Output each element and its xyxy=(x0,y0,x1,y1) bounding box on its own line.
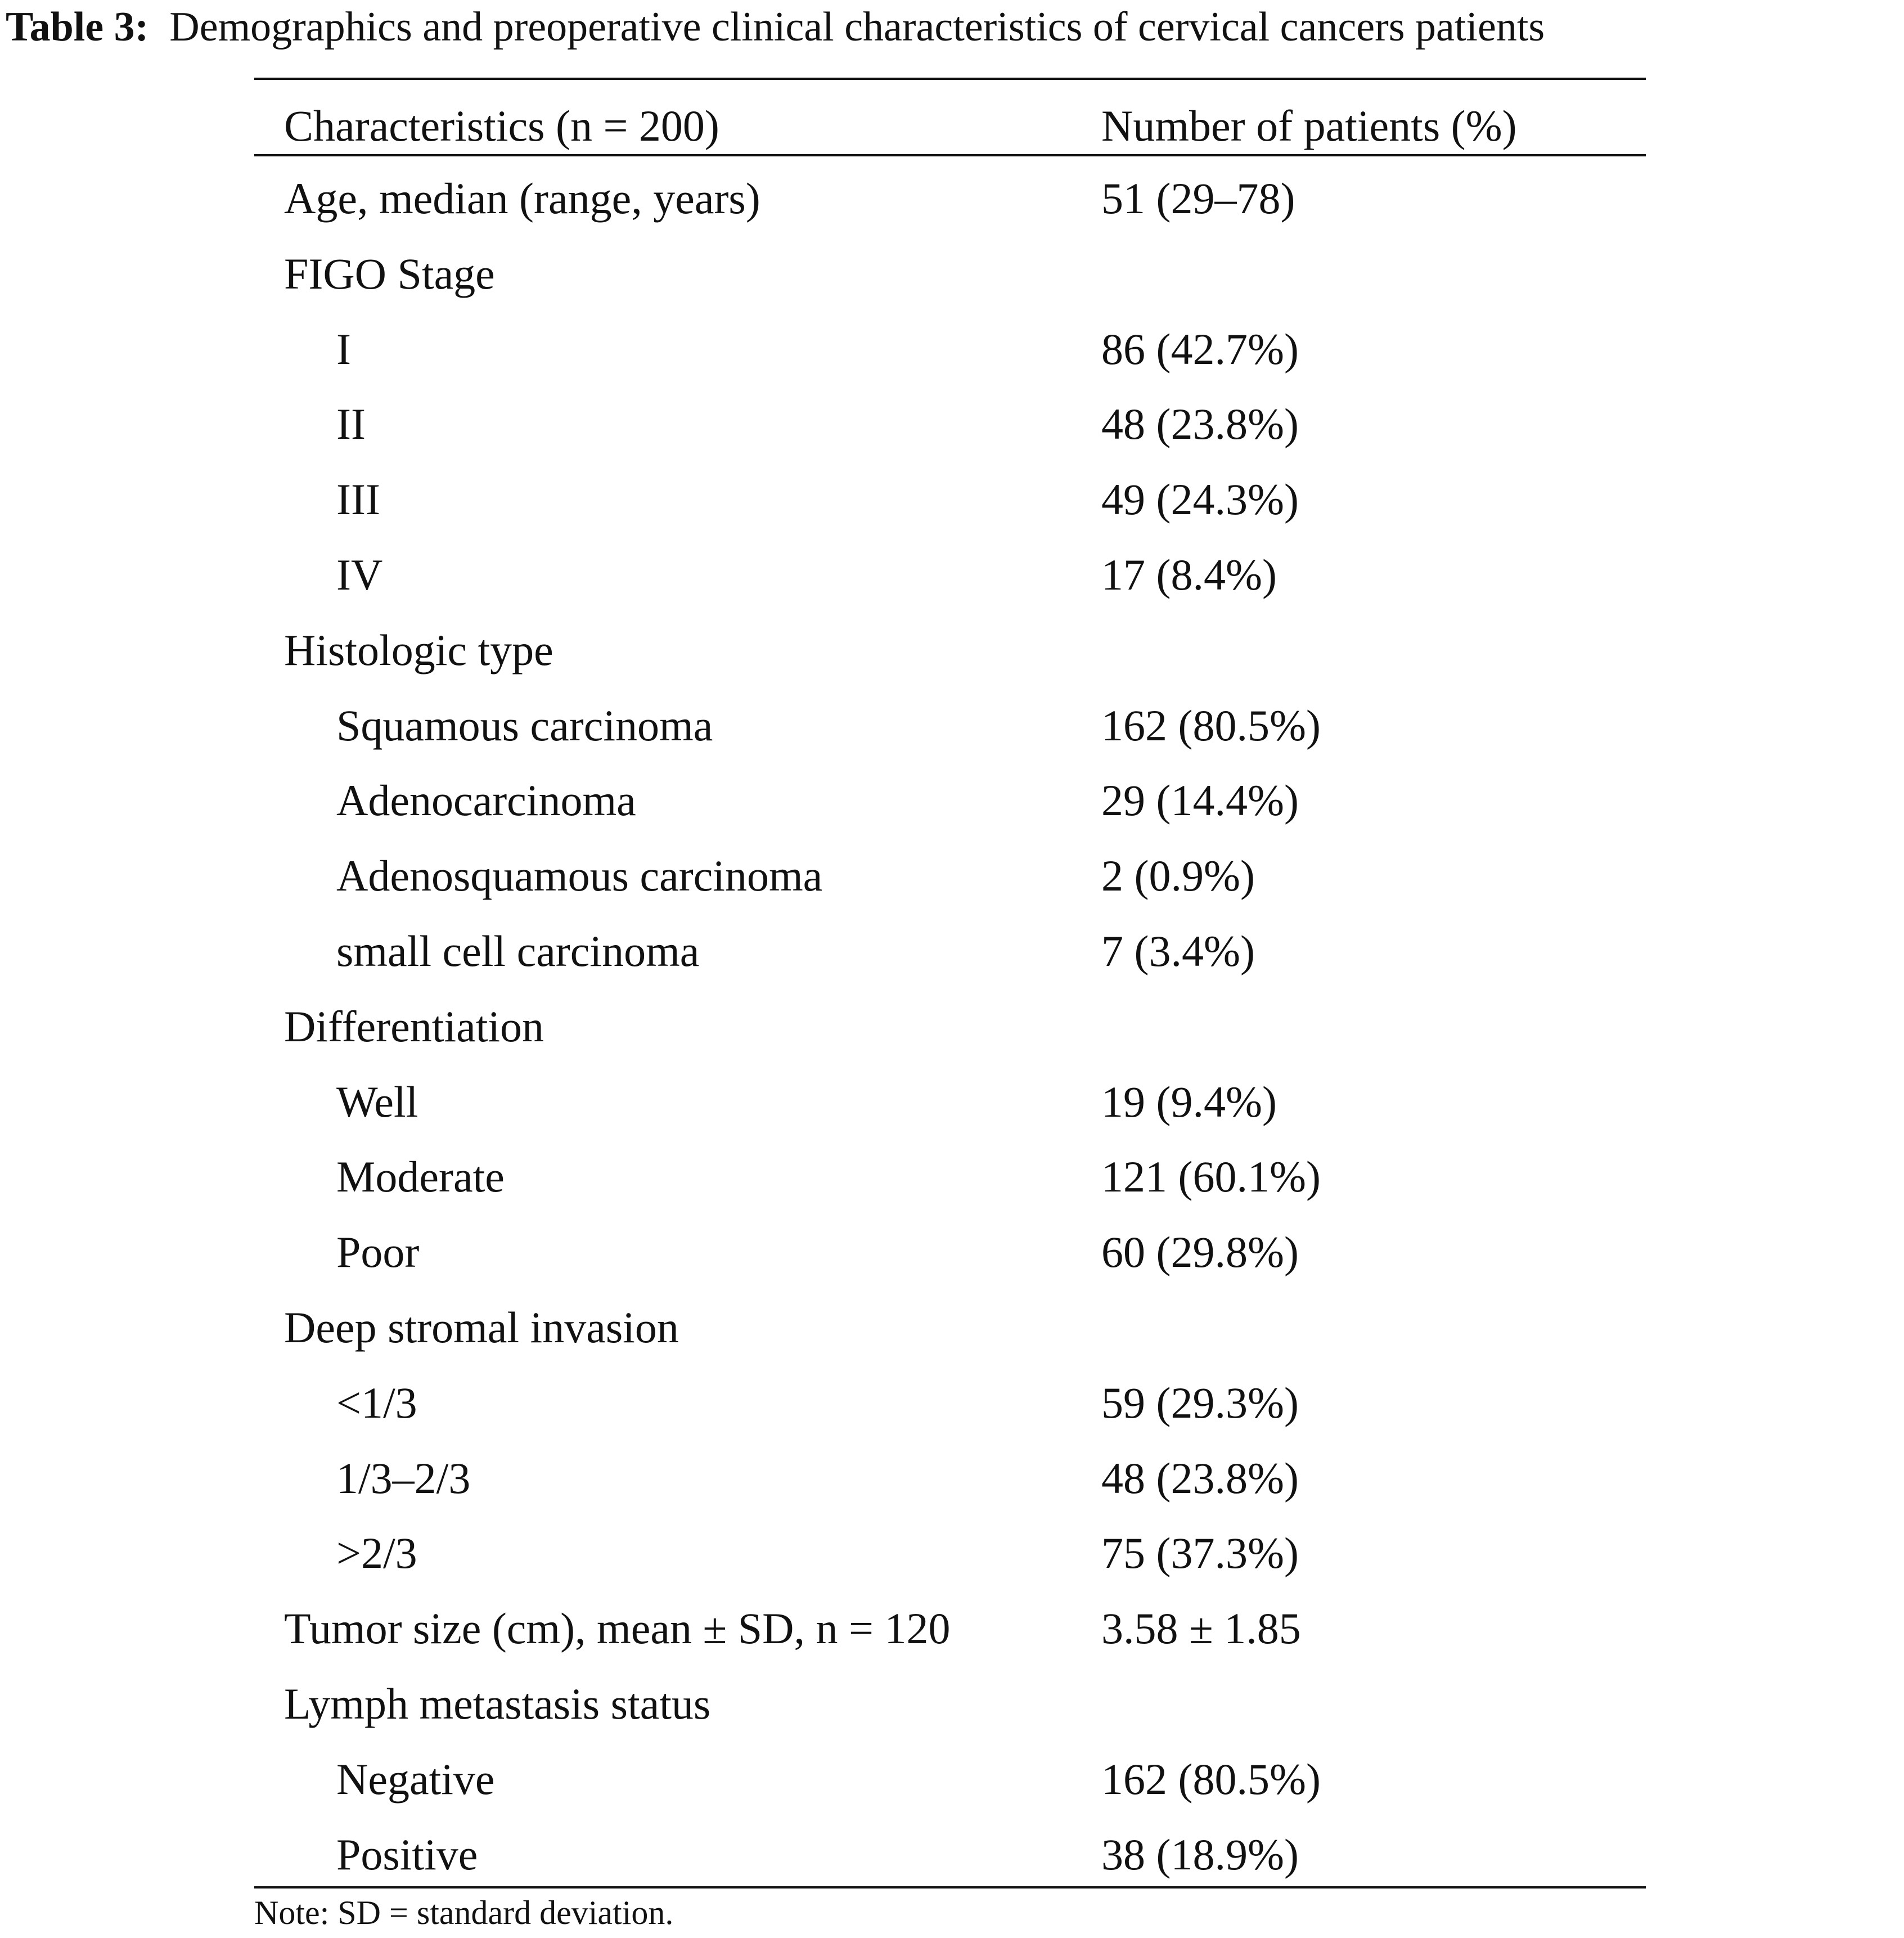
row-label: Poor xyxy=(336,1227,420,1277)
table-subrow xyxy=(0,1365,1904,1441)
row-label: Positive xyxy=(336,1829,478,1879)
row-label: Histologic type xyxy=(284,625,553,675)
row-label: Differentiation xyxy=(284,1001,544,1051)
row-label: Negative xyxy=(336,1754,495,1804)
row-label: Age, median (range, years) xyxy=(284,174,760,223)
row-label: Adenocarcinoma xyxy=(336,776,636,825)
row-value: 162 (80.5%) xyxy=(1101,700,1321,750)
row-value: 19 (9.4%) xyxy=(1101,1077,1277,1126)
row-value: 3.58 ± 1.85 xyxy=(1101,1604,1301,1653)
table-note: Note: SD = standard deviation. xyxy=(254,1894,674,1931)
row-value: 162 (80.5%) xyxy=(1101,1754,1321,1804)
table-caption-label: Table 3: xyxy=(6,4,149,50)
row-label: III xyxy=(336,475,380,524)
column-header-number-of-patients: Number of patients (%) xyxy=(1101,101,1517,150)
table-subrow xyxy=(0,838,1904,914)
row-label: Adenosquamous carcinoma xyxy=(336,851,823,901)
table-subrow xyxy=(0,386,1904,462)
table-bottom-rule xyxy=(254,1886,1646,1888)
row-label: small cell carcinoma xyxy=(336,927,700,975)
row-value: 7 (3.4%) xyxy=(1101,927,1255,975)
table-subrow xyxy=(0,537,1904,613)
row-value: 121 (60.1%) xyxy=(1101,1152,1321,1202)
row-label: II xyxy=(336,399,366,449)
row-label: <1/3 xyxy=(336,1378,417,1427)
row-value: 29 (14.4%) xyxy=(1101,776,1299,825)
column-header-characteristics: Characteristics (n = 200) xyxy=(284,101,719,150)
table-caption-text: Demographics and preoperative clinical characteristics of cervical cancers patients xyxy=(169,4,1545,50)
table-subrow xyxy=(0,312,1904,387)
row-value: 2 (0.9%) xyxy=(1101,851,1255,901)
row-label: FIGO Stage xyxy=(284,249,495,298)
table-top-rule xyxy=(254,78,1646,80)
row-label: 1/3–2/3 xyxy=(336,1453,471,1503)
table-row xyxy=(0,1666,1904,1742)
table-subrow xyxy=(0,1742,1904,1817)
table-subrow xyxy=(0,1139,1904,1215)
row-label: Moderate xyxy=(336,1152,505,1202)
row-value: 38 (18.9%) xyxy=(1101,1829,1299,1879)
row-value: 17 (8.4%) xyxy=(1101,550,1277,599)
row-label: IV xyxy=(336,550,383,599)
table-row xyxy=(0,989,1904,1064)
table-subrow xyxy=(0,1817,1904,1892)
row-value: 49 (24.3%) xyxy=(1101,475,1299,524)
table-subrow xyxy=(0,914,1904,989)
table-caption xyxy=(6,0,1545,54)
row-value: 60 (29.8%) xyxy=(1101,1227,1299,1277)
row-label: Squamous carcinoma xyxy=(336,700,713,750)
table-subrow xyxy=(0,688,1904,763)
row-value: 48 (23.8%) xyxy=(1101,1453,1299,1503)
row-label: Well xyxy=(336,1077,418,1126)
table-row xyxy=(0,161,1904,236)
table-subrow xyxy=(0,763,1904,838)
row-label: Tumor size (cm), mean ± SD, n = 120 xyxy=(284,1604,951,1653)
table-subrow xyxy=(0,1516,1904,1591)
table-subrow xyxy=(0,1441,1904,1516)
table-header-rule xyxy=(254,154,1646,156)
table-subrow xyxy=(0,1215,1904,1290)
row-value: 86 (42.7%) xyxy=(1101,324,1299,374)
row-value: 48 (23.8%) xyxy=(1101,399,1299,449)
row-label: >2/3 xyxy=(336,1528,417,1578)
row-value: 51 (29–78) xyxy=(1101,174,1295,223)
table-row xyxy=(0,613,1904,688)
table-row xyxy=(0,1591,1904,1666)
table-row xyxy=(0,1290,1904,1365)
row-label: Deep stromal invasion xyxy=(284,1303,679,1352)
row-value: 75 (37.3%) xyxy=(1101,1528,1299,1578)
row-value: 59 (29.3%) xyxy=(1101,1378,1299,1427)
table-subrow xyxy=(0,1064,1904,1140)
table-row xyxy=(0,236,1904,312)
row-label: Lymph metastasis status xyxy=(284,1679,711,1728)
table-subrow xyxy=(0,462,1904,537)
row-label: I xyxy=(336,324,351,374)
